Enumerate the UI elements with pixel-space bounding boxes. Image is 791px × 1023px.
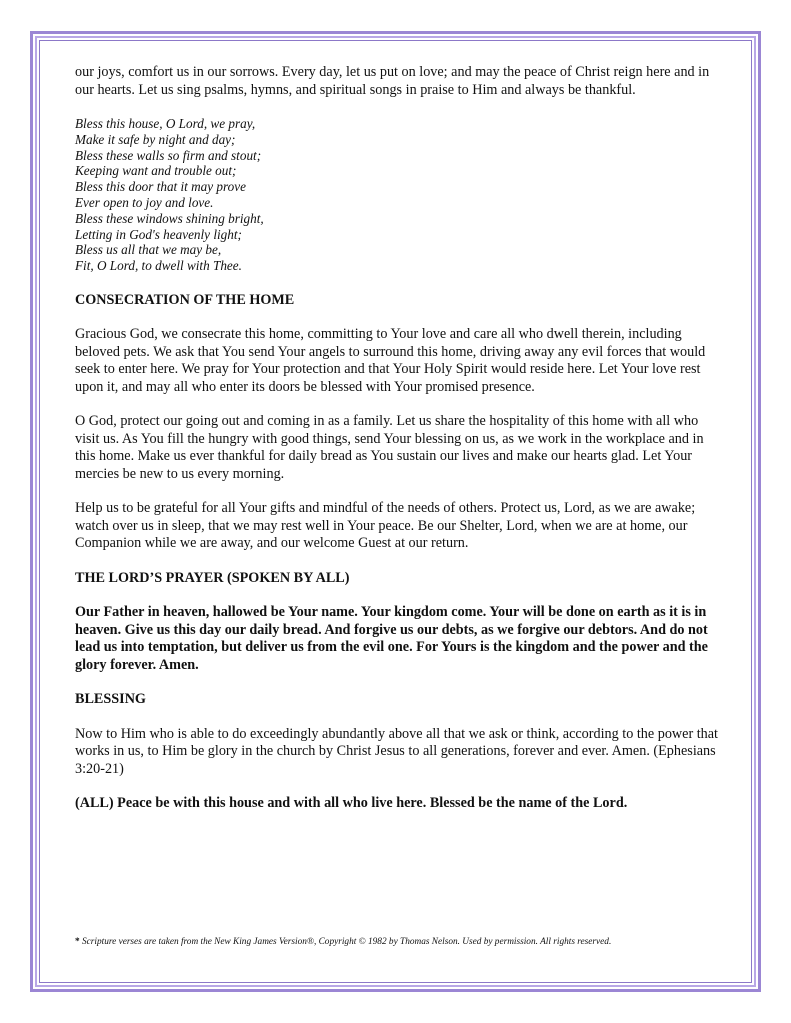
consecration-heading: CONSECRATION OF THE HOME [75, 291, 295, 308]
consecration-paragraph: Gracious God, we consecrate this home, committing to Your love and care all who dwell therein, including beloved pets. We ask that You send Your angels to surround this home, driving away any evil forces that would seek to enter here. We pray for Your protection and that Your Holy Spirit would reside here. Let Your love rest upon it, and may all who enter its doors be blessed with Your promised presence. [75, 326, 706, 395]
document-body [75, 64, 725, 830]
lords-prayer-heading: THE LORD’S PRAYER (SPOKEN BY ALL) [75, 569, 350, 586]
poem-line: Bless us all that we may be, [75, 242, 222, 258]
footnote-text: Scripture verses are taken from the New King James Version®, Copyright © 1982 by Thomas Nelson. Used by permission. All rights reserved. [81, 937, 612, 947]
scripture-footnote [75, 936, 735, 948]
closing-blessing: (ALL) Peace be with this house and with all who live here. Blessed be the name of the Lord. [75, 795, 628, 812]
blessing-heading: BLESSING [75, 691, 146, 708]
intro-paragraph: our joys, comfort us in our sorrows. Every day, let us put on love; and may the peace of Christ reign here and in our hearts. Let us sing psalms, hymns, and spiritual songs in praise to Him and always be thankful. [75, 64, 710, 98]
blessing-poem [75, 116, 725, 274]
blessing-text: Now to Him who is able to do exceedingly abundantly above all that we ask or think, according to the power that works in us, to Him be glory in the church by Christ Jesus to all generations, forever and ever. Amen. (Ephesians 3:20-21) [75, 725, 719, 777]
poem-line: Bless this house, O Lord, we pray, [75, 116, 256, 131]
poem-line: Bless these walls so firm and stout; [75, 147, 262, 163]
footnote-marker: * [75, 937, 80, 947]
poem-line: Bless these windows shining bright, [75, 210, 264, 226]
poem-line: Letting in God's heavenly light; [75, 226, 242, 242]
lords-prayer-text: Our Father in heaven, hallowed be Your name. Your kingdom come. Your will be done on earth as it is in heaven. Give us this day our daily bread. And forgive us our debts, as we forgive our debtors. And do not lead us into temptation, but deliver us from the evil one. For Yours is the kingdom and the power and the glory forever. Amen. [75, 604, 708, 673]
poem-line: Ever open to joy and love. [75, 194, 214, 210]
poem-line: Bless this door that it may prove [75, 179, 246, 195]
poem-line: Keeping want and trouble out; [75, 163, 237, 179]
consecration-paragraph: O God, protect our going out and coming in as a family. Let us share the hospitality of this home with all who visit us. As You fill the hungry with good things, send Your blessing on us, as we work in the workplace and in this home. Make us ever thankful for daily bread as You sustain our lives and make our hearts glad. Let Your mercies be new to us every morning. [75, 413, 704, 482]
poem-line: Fit, O Lord, to dwell with Thee. [75, 258, 242, 274]
poem-line: Make it safe by night and day; [75, 131, 236, 147]
consecration-paragraph: Help us to be grateful for all Your gifts and mindful of the needs of others. Protect us, Lord, as we are awake; watch over us in sleep, that we may rest well in Your peace. Be our Shelter, Lord, when we are at home, our Companion while we are away, and our welcome Guest at our return. [75, 500, 696, 552]
